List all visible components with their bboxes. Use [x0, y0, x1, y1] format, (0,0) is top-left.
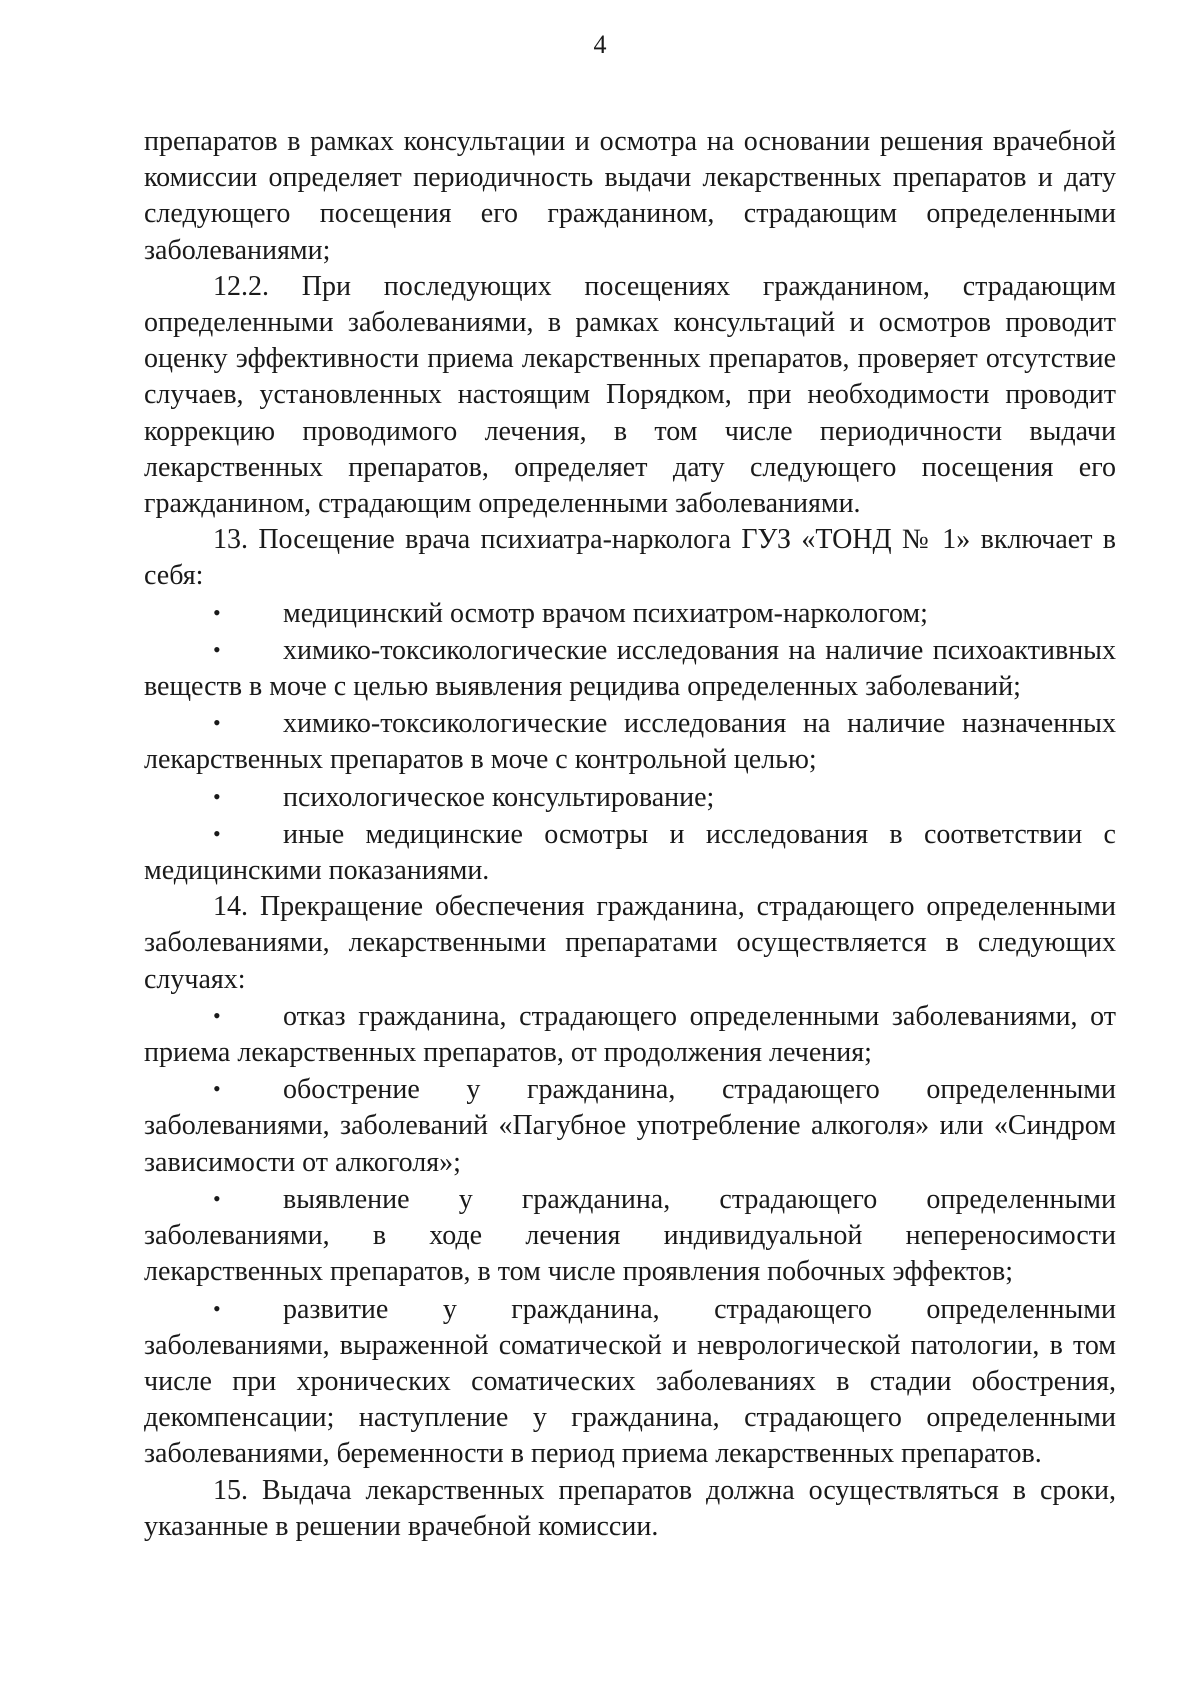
list-14	[144, 998, 1116, 1473]
paragraph-continuation: препаратов в рамках консультации и осмотра на основании решения врачебной комиссии определяет периодичность выдачи лекарственных препаратов и дату следующего посещения его гражданином, страдающим определенными заболеваниями;	[144, 126, 1116, 266]
bullet-icon: •	[213, 636, 221, 662]
bullet-icon: •	[213, 710, 221, 736]
list-item	[144, 632, 1116, 705]
bullet-icon: •	[213, 599, 221, 625]
bullet-icon: •	[213, 820, 221, 846]
list-item-text: выявление у гражданина, страдающего определенными заболеваниями, в ходе лечения индивидуальной непереносимости лекарственных препаратов, в том числе проявления побочных эффектов;	[144, 1183, 1116, 1288]
list-item-text: медицинский осмотр врачом психиатром-наркологом;	[283, 597, 928, 629]
paragraph-12-2: 12.2. При последующих посещениях гражданином, страдающим определенными заболеваниями, в рамках консультаций и осмотров проводит оценку эффективности приема лекарственных препаратов, проверяет отсутствие случаев, установленных настоящим Порядком, при необходимости проводит коррекцию проводимого лечения, в том числе периодичности выдачи лекарственных препаратов, определяет дату следующего посещения его гражданином, страдающим определенными заболеваниями.	[144, 270, 1116, 520]
paragraph-13: 13. Посещение врача психиатра-нарколога ГУЗ «ТОНД № 1» включает в себя:	[144, 524, 1116, 592]
list-item	[144, 1291, 1116, 1473]
list-item	[144, 779, 1116, 816]
list-13	[144, 595, 1116, 890]
list-item-text: развитие у гражданина, страдающего определенными заболеваниями, выраженной соматической и неврологической патологии, в том числе при хронических соматических заболеваниях в стадии обострения, декомпенсации; наступление у гражданина, страдающего определенными заболеваниями, беременности в период приема лекарственных препаратов.	[144, 1293, 1116, 1470]
list-item	[144, 1181, 1116, 1291]
list-item-text: обострение у гражданина, страдающего определенными заболеваниями, заболеваний «Пагубное употребление алкоголя» или «Синдром зависимости от алкоголя»;	[144, 1074, 1116, 1178]
list-item	[144, 595, 1116, 632]
list-item-text: отказ гражданина, страдающего определенными заболеваниями, от приема лекарственных препаратов, от продолжения лечения;	[144, 1000, 1116, 1069]
list-item-text: химико-токсикологические исследования на наличие назначенных лекарственных препаратов в моче с контрольной целью;	[144, 708, 1116, 776]
list-item-text: психологическое консультирование;	[283, 781, 715, 813]
list-item	[144, 1071, 1116, 1181]
list-item-text: иные медицинские осмотры и исследования в соответствии с медицинскими показаниями.	[144, 818, 1116, 887]
paragraph-15: 15. Выдача лекарственных препаратов должна осуществляться в сроки, указанные в решении врачебной комиссии.	[144, 1474, 1116, 1542]
bullet-icon: •	[213, 1076, 221, 1102]
bullet-icon: •	[213, 1002, 221, 1028]
list-item	[144, 998, 1116, 1071]
document-body	[144, 124, 1116, 1545]
list-item-text: химико-токсикологические исследования на наличие психоактивных веществ в моче с целью выявления рецидива определенных заболеваний;	[144, 634, 1116, 703]
list-item	[144, 816, 1116, 889]
page-number: 4	[593, 30, 607, 59]
bullet-icon: •	[213, 1295, 221, 1321]
bullet-icon: •	[213, 783, 221, 809]
paragraph-14: 14. Прекращение обеспечения гражданина, страдающего определенными заболеваниями, лекарственными препаратами осуществляется в следующих случаях:	[144, 891, 1116, 995]
bullet-icon: •	[213, 1185, 221, 1211]
list-item	[144, 705, 1116, 778]
